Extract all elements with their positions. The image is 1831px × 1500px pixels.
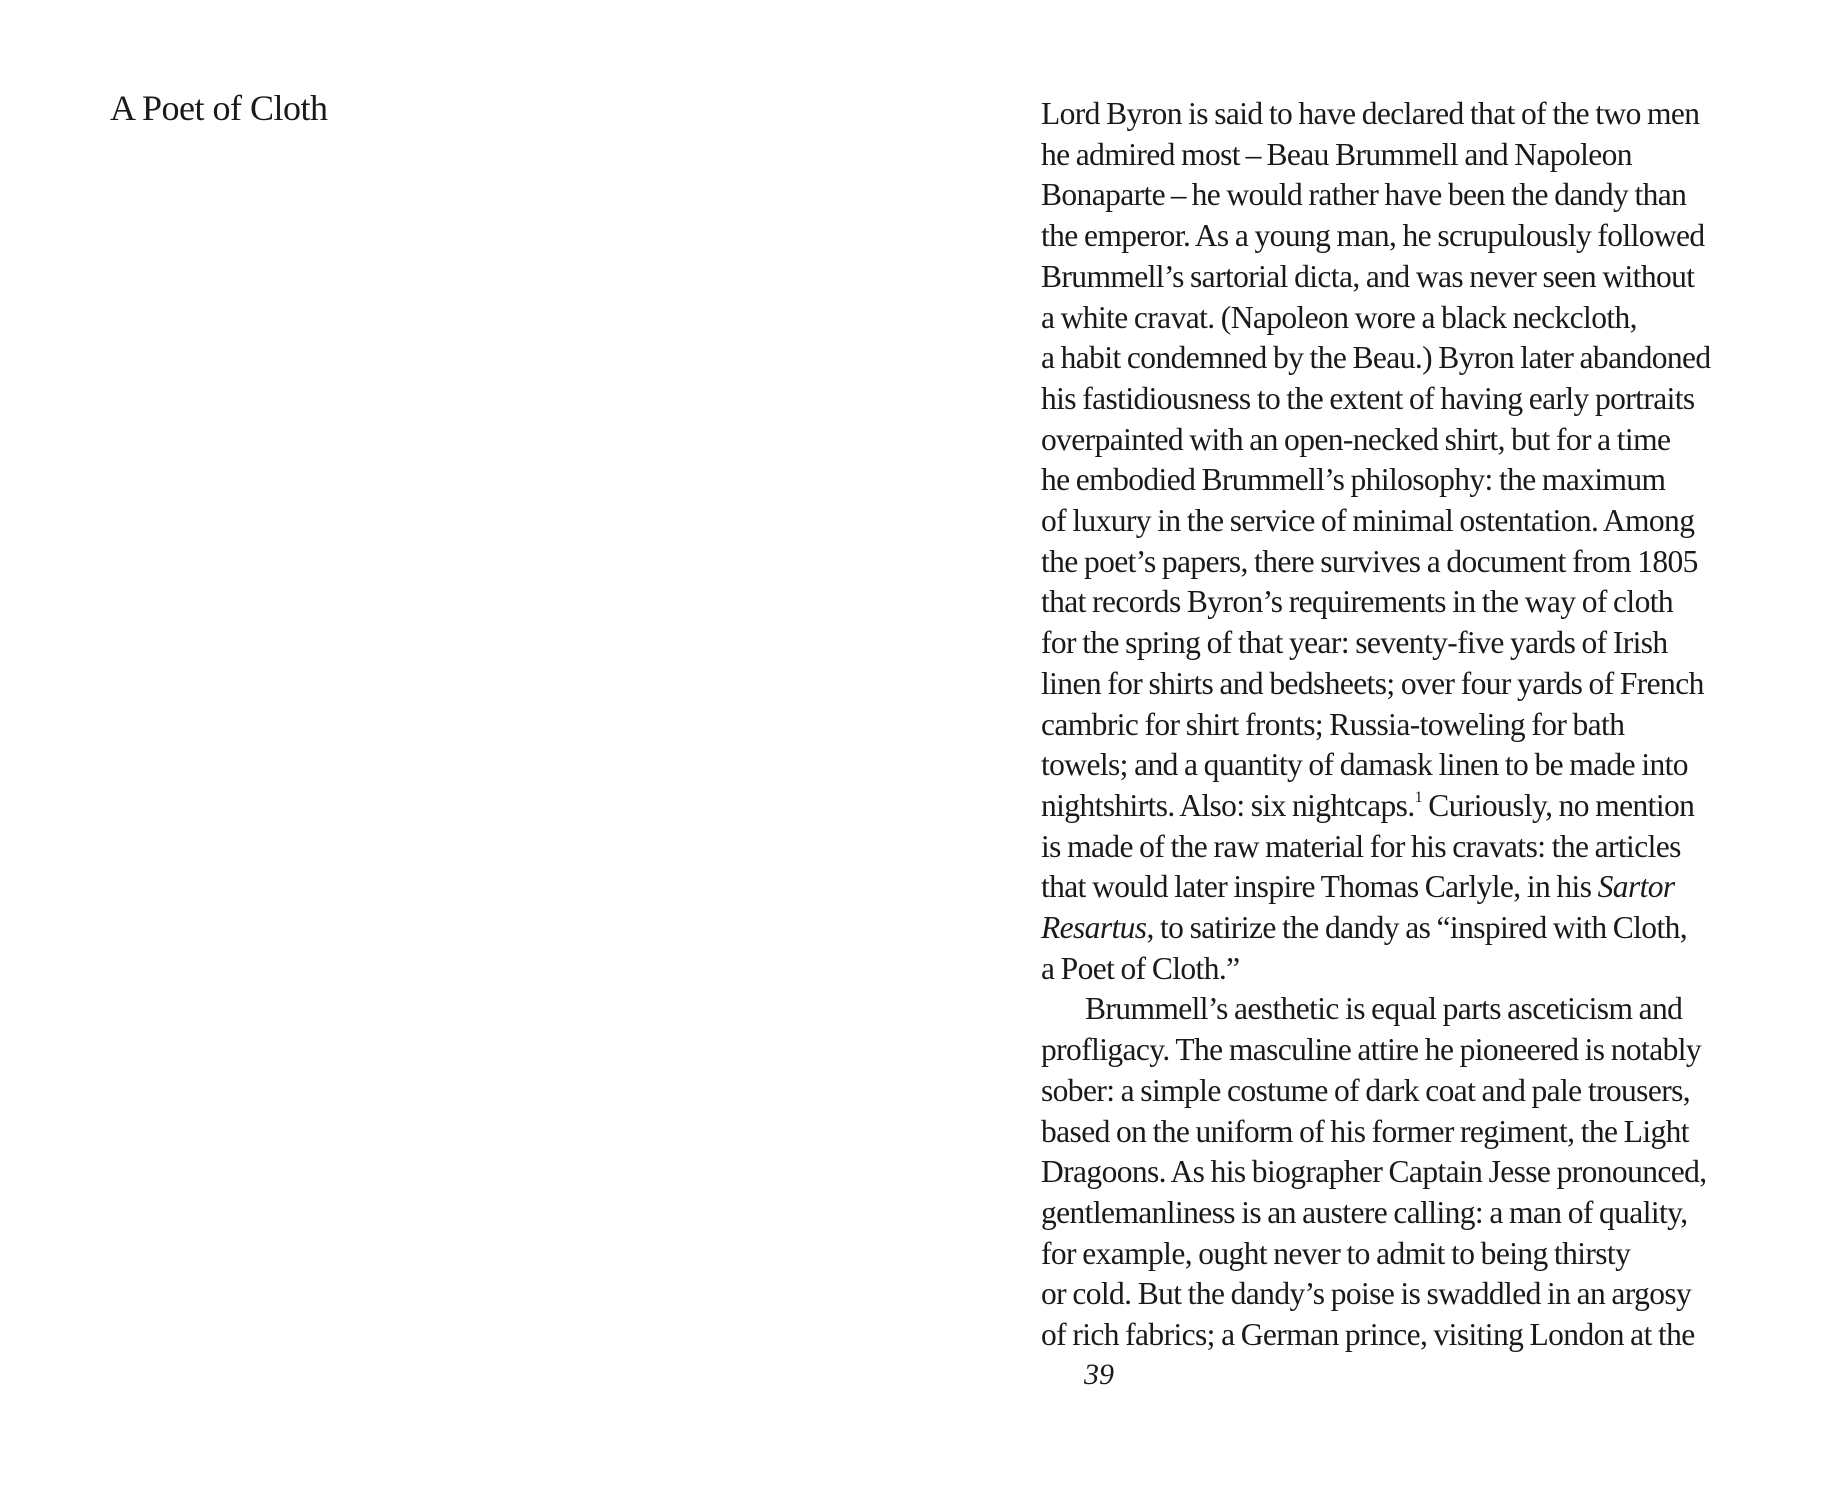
text-line: of luxury in the service of minimal ostentation. Among (1041, 503, 1695, 539)
text-fragment: , to satirize the dandy as “inspired with Cloth, (1146, 910, 1688, 946)
text-line: for the spring of that year: seventy-five yards of Irish (1041, 625, 1668, 661)
left-page (0, 0, 915, 1500)
text-fragment: that would later inspire Thomas Carlyle, in his (1041, 869, 1598, 905)
text-line: that records Byron’s requirements in the way of cloth (1041, 584, 1674, 620)
text-line: towels; and a quantity of damask linen to be made into (1041, 747, 1688, 783)
footnote-reference[interactable]: 1 (1414, 789, 1423, 807)
text-line: the emperor. As a young man, he scrupulously followed (1041, 218, 1705, 254)
text-line: cambric for shirt fronts; Russia-toweling for bath (1041, 706, 1625, 742)
text-line: a habit condemned by the Beau.) Byron later abandoned (1041, 340, 1711, 376)
text-line: Lord Byron is said to have declared that of the two men (1041, 96, 1700, 131)
book-title-italic: Resartus (1041, 910, 1147, 946)
text-line-footnote (1041, 786, 1771, 827)
text-line: a Poet of Cloth.” (1041, 950, 1240, 986)
text-line: of rich fabrics; a German prince, visiting London at the (1041, 1317, 1695, 1353)
text-line: or cold. But the dandy’s poise is swaddled in an argosy (1041, 1276, 1692, 1312)
text-line: is made of the raw material for his cravats: the articles (1041, 828, 1681, 864)
text-fragment: nightshirts. Also: six nightcaps. (1041, 787, 1415, 823)
text-line: a white cravat. (Napoleon wore a black neckcloth, (1041, 299, 1637, 335)
running-title: A Poet of Cloth (110, 88, 328, 128)
text-line: overpainted with an open-necked shirt, but for a time (1041, 421, 1671, 457)
text-line (1041, 908, 1771, 949)
text-line: profligacy. The masculine attire he pioneered is notably (1041, 1032, 1702, 1068)
text-line: gentlemanliness is an austere calling: a man of quality, (1041, 1194, 1688, 1230)
text-line: for example, ought never to admit to being thirsty (1041, 1235, 1631, 1271)
text-line (1041, 867, 1771, 908)
text-line: sober: a simple costume of dark coat and pale trousers, (1041, 1072, 1691, 1108)
text-fragment: Curiously, no mention (1422, 787, 1695, 823)
body-text (1041, 94, 1771, 1356)
text-line: based on the uniform of his former regiment, the Light (1041, 1113, 1689, 1149)
text-line: linen for shirts and bedsheets; over four yards of French (1041, 665, 1704, 701)
text-line: Bonaparte – he would rather have been the dandy than (1041, 177, 1687, 213)
paragraph-start-line: Brummell’s aesthetic is equal parts asceticism and (1085, 991, 1683, 1027)
text-line: the poet’s papers, there survives a document from 1805 (1041, 543, 1698, 579)
text-line: Dragoons. As his biographer Captain Jesse pronounced, (1041, 1154, 1707, 1190)
text-line: Brummell’s sartorial dicta, and was never seen without (1041, 258, 1695, 294)
text-line: he admired most – Beau Brummell and Napoleon (1041, 136, 1632, 172)
text-line: his fastidiousness to the extent of having early portraits (1041, 380, 1695, 416)
text-line: he embodied Brummell’s philosophy: the maximum (1041, 462, 1666, 498)
page-number: 39 (1084, 1358, 1114, 1391)
book-title-italic: Sartor (1597, 869, 1675, 905)
